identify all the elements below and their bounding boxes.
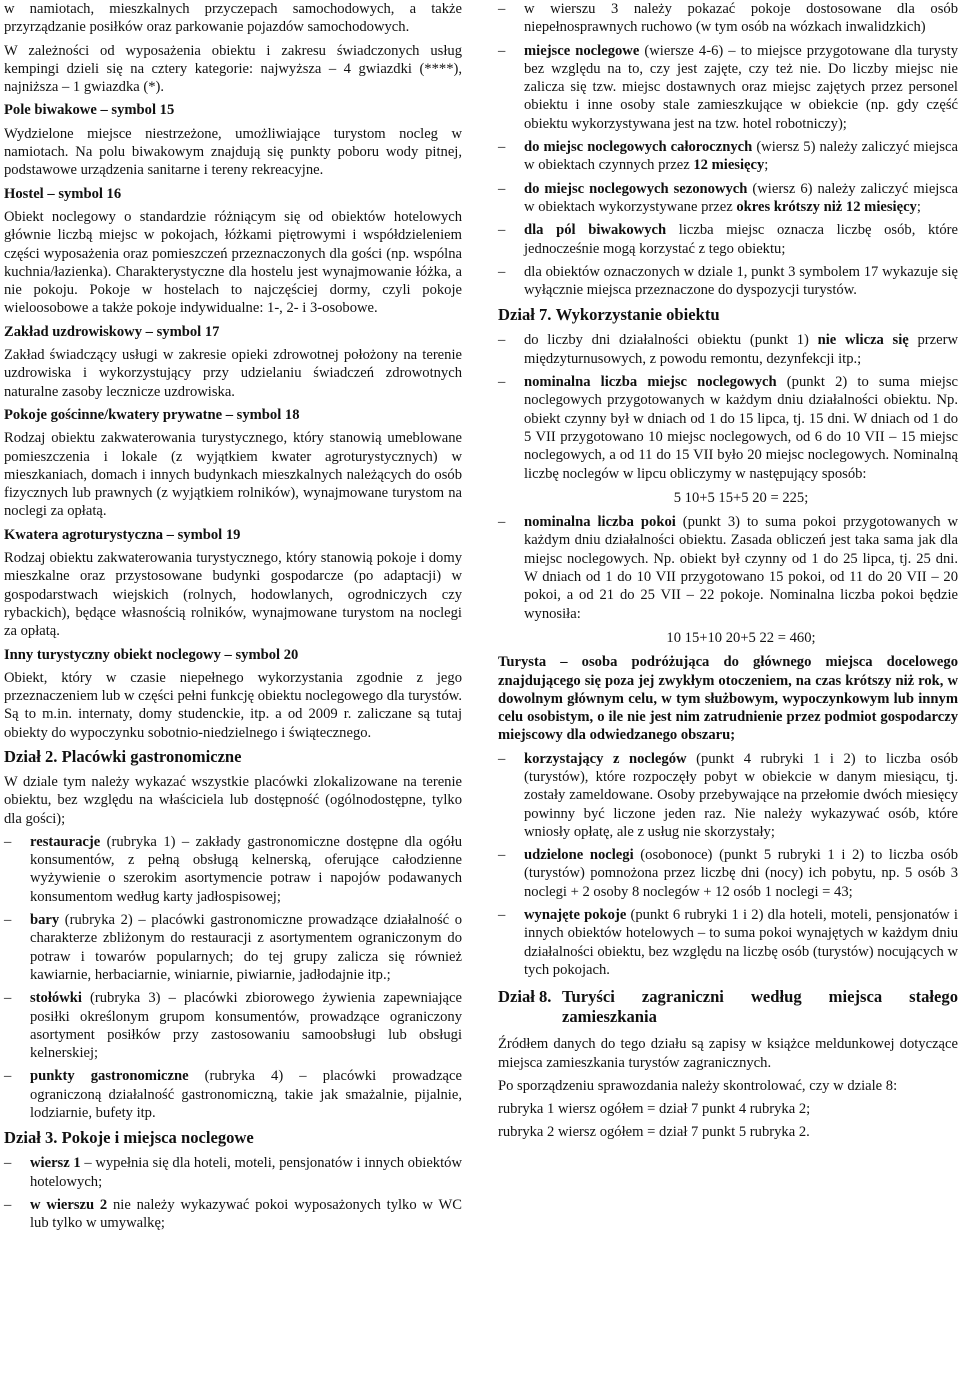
dzial-7-list-cont [498, 513, 958, 623]
list-item: – bary (rubryka 2) – placówki gastronomiczne prowadzące działalność o charakterze zbliżonym do restauracji z asortymentem ograniczonym do potraw i towarów popularnych; do tej grupy zalicza się również kawiarnie, herbaciarnie, winiarnie, piwiarnie, jadłodajnie itp.; [4, 912, 462, 983]
dash-bullet: – [498, 847, 506, 864]
dash-bullet: – [498, 374, 506, 391]
section-number: Dział 2. [4, 746, 58, 766]
dash-bullet: – [4, 833, 12, 850]
list-item: – korzystający z noclegów (punkt 4 rubryki 1 i 2) to liczba osób (turystów), które rozpoczęły pobyt w obiekcie w danym miesiącu, tj. zostały zameldowane. Osoby przebywające na przełomie dwóch miesięcy powinny być liczone jeden raz. Nie należy wykazywać osób, które wniosły opłatę, ale z usług nie skorzystały; [498, 750, 959, 840]
zaklad-uzdrowiskowy-paragraph: Zakład świadczący usługi w zakresie opieki zdrowotnej położony na terenie uzdrowiska i wykorzystujący przy udzielaniu świadczeń zdrowotnych naturalne zasoby lecznicze uzdrowiska. [4, 347, 462, 400]
intro-paragraph: w namiotach, mieszkalnych przyczepach samochodowych, a także przyrządzanie posiłków oraz parkowanie pojazdów samochodowych. [4, 1, 462, 36]
list-item: – nominalna liczba pokoi (punkt 3) to suma pokoi przygotowanych w każdym dniu działalności obiektu. Zasada obliczeń jest taka sama jak dla miejsc noclegowych. Np. obiekt był czynny od 1 do 25 lipca, tj. 25 dni. W dniach od 1 do 10 VII przygotowano 15 pokoi, od 11 do 20 VII – 20 pokoi, a od 21 do 25 VII – 22 pokoje. Nominalna liczba pokoi będzie wynosiła: [498, 514, 958, 622]
list-item: – wiersz 1 – wypełnia się dla hoteli, moteli, pensjonatów i innych obiektów hotelowych; [4, 1155, 462, 1190]
rubryka-2-rule: rubryka 2 wiersz ogółem = dział 7 punkt 5 rubryka 2. [498, 1124, 810, 1141]
dash-bullet: – [4, 1155, 12, 1172]
dash-bullet: – [498, 750, 506, 767]
dash-bullet: – [4, 912, 12, 929]
turysta-list [498, 750, 958, 980]
dash-bullet: – [498, 514, 506, 531]
pokoje-goscinne-paragraph: Rodzaj obiektu zakwaterowania turystycznego, który stanowią umeblowane pomieszczenia i lokale (z wyjątkiem kwater agroturystycznych) w mieszkaniach, domach i innych budynkach mieszkalnych należących do osób fizycznych lub prawnych (z wyjątkiem rolników), wynajmowane turystom na noclegi za opłatą. [4, 430, 462, 520]
section-title: Turyści zagraniczni według miejsca stałego zamieszkania [562, 987, 958, 1027]
list-item: – udzielone noclegi (osobonoce) (punkt 5 rubryki 1 i 2) to liczba osób (turystów) pomnożona przez liczbę dni (nocy) ich pobytu, np. 5 osób 3 noclegi + 2 osoby 8 noclegów + 12 osób 1 noclegi = 43; [498, 847, 958, 900]
inny-obiekt-paragraph: Obiekt, który w czasie niepełnego wykorzystania zgodnie z jego przeznaczeniem lub w części pełni funkcję obiektu noclegowego dla turystów. Są to m.in. internaty, domy studenckie, itp. a od 2009 r. zaliczane są tutaj obiekty do wypoczynku sobotnio-niedzielnego i świątecznego. [4, 669, 462, 741]
heading-kwatera-agroturystyczna: Kwatera agroturystyczna – symbol 19 [4, 526, 241, 543]
pole-biwakowe-paragraph: Wydzielone miejsce niestrzeżone, umożliwiające turystom nocleg w namiotach. Na polu biwakowym znajdują się punkty poboru wody pitnej, podstawowe urządzenia sanitarne i tereny rekreacyjne. [4, 125, 462, 179]
dash-bullet: – [498, 222, 506, 239]
list-item: – punkty gastronomiczne (rubryka 4) – placówki prowadzące ograniczoną działalność gastronomiczną, takie jak smażalnie, pijalnie, lodziarnie, bufety itp. [4, 1068, 462, 1122]
list-item: – wynajęte pokoje (punkt 6 rubryki 1 i 2) dla hoteli, moteli, pensjonatów i innych obiektów hotelowych – to suma pokoi wynajętych w każdym dniu działalności obiektu, bez względu na liczbę osób (turystów) nocujących w tych pokojach. [498, 907, 958, 978]
list-item: – nominalna liczba miejsc noclegowych (punkt 2) to suma miejsc noclegowych przygotowanych w każdym dniu działalności obiektu. Np. obiekt czynny był w dniach od 1 do 15 lipca, tj. 15 dni. W dniach od 1 do 5 VII przygotowano 10 miejsc noclegowych, od 6 do 10 VII – 15 miejsc noclegowych, a od 11 do 15 VII było 20 miejsc noclegowych. Nominalną liczbę noclegów w lipcu obliczymy w następujący sposób: [498, 374, 958, 482]
list-item: – do miejsc noclegowych całorocznych (wiersz 5) należy zaliczyć miejsca w obiektach czynnych przez 12 miesięcy; [498, 139, 959, 174]
dash-bullet: – [4, 990, 12, 1007]
dzial-8-paragraph: Źródłem danych do tego działu są zapisy w książce meldunkowej dotyczące miejsca zamieszkania turystów zagranicznych. [498, 1036, 958, 1071]
left-column [4, 0, 462, 1239]
formula-miejsca: 5 10+5 15+5 20 = 225; [673, 489, 809, 506]
dash-bullet: – [498, 42, 506, 59]
kwatera-agroturystyczna-paragraph: Rodzaj obiektu zakwaterowania turystycznego, który stanowią pokoje i domy mieszkalne oraz przystosowane budynki gospodarcze (po adaptacji) w gospodarstwach wiejskich (rolnych, hodowlanych, ogrodniczych czy rybackich), będące własnością rolników, wynajmowane turystom na noclegi za opłatą. [4, 550, 462, 640]
control-paragraph: Po sporządzeniu sprawozdania należy skontrolować, czy w dziale 8: [498, 1077, 898, 1094]
section-title: Pokoje i miejsca noclegowe [61, 1128, 254, 1148]
list-item: – dla obiektów oznaczonych w dziale 1, punkt 3 symbolem 17 wykazuje się wyłącznie miejsca przeznaczone do dyspozycji turystów. [498, 263, 958, 299]
section-heading-dzial-7 [498, 305, 958, 325]
heading-inny-obiekt: Inny turystyczny obiekt noclegowy – symbol 20 [4, 646, 299, 663]
list-item: – miejsce noclegowe (wiersze 4-6) – to miejsce przygotowane dla turysty bez względu na to, czy jest zajęte, czy też nie. Do liczby miejsc nie zalicza się tzw. miejsc dostawnych oraz miejsc zajętych przez personel obiektu i inne osoby stale zamieszkujące w obiekcie (np. gdy część obiektu wykorzystywana jest na tzw. hotel robotniczy); [498, 42, 958, 132]
dzial-7-list [498, 331, 958, 482]
list-item: – w wierszu 2 nie należy wykazywać pokoi wyposażonych tylko w WC lub tylko w umywalkę; [4, 1196, 462, 1232]
heading-hostel: Hostel – symbol 16 [4, 185, 122, 202]
section-heading-dzial-2 [4, 747, 462, 767]
dash-bullet: – [498, 139, 506, 156]
section-heading-dzial-3 [4, 1128, 462, 1148]
dash-bullet: – [4, 1196, 12, 1213]
heading-pokoje-goscinne: Pokoje gościnne/kwatery prywatne – symbol 18 [4, 406, 300, 423]
rubryka-1-rule: rubryka 1 wiersz ogółem = dział 7 punkt 4 rubryka 2; [498, 1101, 811, 1118]
list-item: – stołówki (rubryka 3) – placówki zbiorowego żywienia zapewniające posiłki określonym grupom konsumentów, prowadzące ograniczony asortyment posiłków przy zastosowaniu samoobsługi lub obsługi kelnerskiej; [4, 990, 462, 1062]
dash-bullet: – [498, 263, 506, 280]
section-number: Dział 8. [498, 987, 552, 1007]
dzial-3-list [4, 1154, 462, 1232]
dash-bullet: – [498, 907, 506, 924]
list-item: – restauracje (rubryka 1) – zakłady gastronomiczne dostępne dla ogółu konsumentów, z pełną obsługą kelnerską, oferujące całodzienne wyżywienie o szerokim asortymencie potraw i napojów podawanych konsumentom według karty jadłospisowej; [4, 833, 462, 905]
categories-paragraph: W zależności od wyposażenia obiektu i zakresu świadczonych usług kempingi dzieli się na cztery kategorie: najwyższa – 4 gwiazdki (****), najniższa – 1 gwiazdka (*). [4, 42, 462, 96]
hostel-paragraph: Obiekt noclegowy o standardzie różniącym się od obiektów hotelowych głównie liczbą miejsc w pokojach, łóżkami piętrowymi i współdzieleniem części wyposażenia oraz pomieszczeń przeznaczonych dla gości (np. wspólna kuchnia/łazienka). Charakterystyczne dla hostelu jest wynajmowanie łóżka, a nie pokoju. Pokoje w hostelach to najczęściej dormy, czyli pokoje wieloosobowe a także pokoje indywidualne: 1-, 2- i 3-osobowe. [4, 208, 462, 317]
list-item: – w wierszu 3 należy pokazać pokoje dostosowane dla osób niepełnosprawnych ruchowo (w tym osób na wózkach inwalidzkich) [498, 1, 958, 36]
dzial-3-list-continued [498, 0, 958, 299]
section-heading-dzial-8 [498, 987, 958, 1027]
dash-bullet: – [498, 180, 506, 197]
dash-bullet: – [498, 1, 506, 17]
gastro-list [4, 833, 462, 1122]
turysta-definition: Turysta – osoba podróżująca do głównego miejsca docelowego znajdującego się poza jej zwykłym otoczeniem, na czas krótszy niż rok, w dowolnym głównym celu, w tym służbowym, wypoczynkowym lub innym celu osobistym, o ile nie jest nim zatrudnienie przez podmiot gospodarczy miejscowy dla odwiedzanego obszaru; [498, 654, 958, 744]
list-item: – do liczby dni działalności obiektu (punkt 1) nie wlicza się przerw międzyturnusowych, z powodu remontu, dezynfekcji itp.; [498, 332, 958, 367]
dash-bullet: – [498, 332, 506, 349]
section-title: Wykorzystanie obiektu [555, 305, 720, 325]
right-column [498, 0, 958, 1147]
formula-pokoje: 10 15+10 20+5 22 = 460; [666, 629, 816, 646]
heading-zaklad-uzdrowiskowy: Zakład uzdrowiskowy – symbol 17 [4, 323, 220, 340]
section-number: Dział 3. [4, 1128, 58, 1148]
section-title: Placówki gastronomiczne [61, 746, 242, 766]
list-item: – dla pól biwakowych liczba miejsc oznacza liczbę osób, które jednocześnie mogą korzystać z tego obiektu; [498, 222, 958, 257]
list-item: – do miejsc noclegowych sezonowych (wiersz 6) należy zaliczyć miejsca w obiektach wykorzystywane przez okres krótszy niż 12 miesięcy; [498, 180, 958, 215]
heading-pole-biwakowe: Pole biwakowe – symbol 15 [4, 102, 175, 119]
dzial-2-paragraph: W dziale tym należy wykazać wszystkie placówki zlokalizowane na terenie obiektu, bez względu na właściciela lub dostępność (ogólnodostępne, tylko dla gości); [4, 773, 462, 827]
section-number: Dział 7. [498, 305, 552, 325]
dash-bullet: – [4, 1068, 12, 1085]
